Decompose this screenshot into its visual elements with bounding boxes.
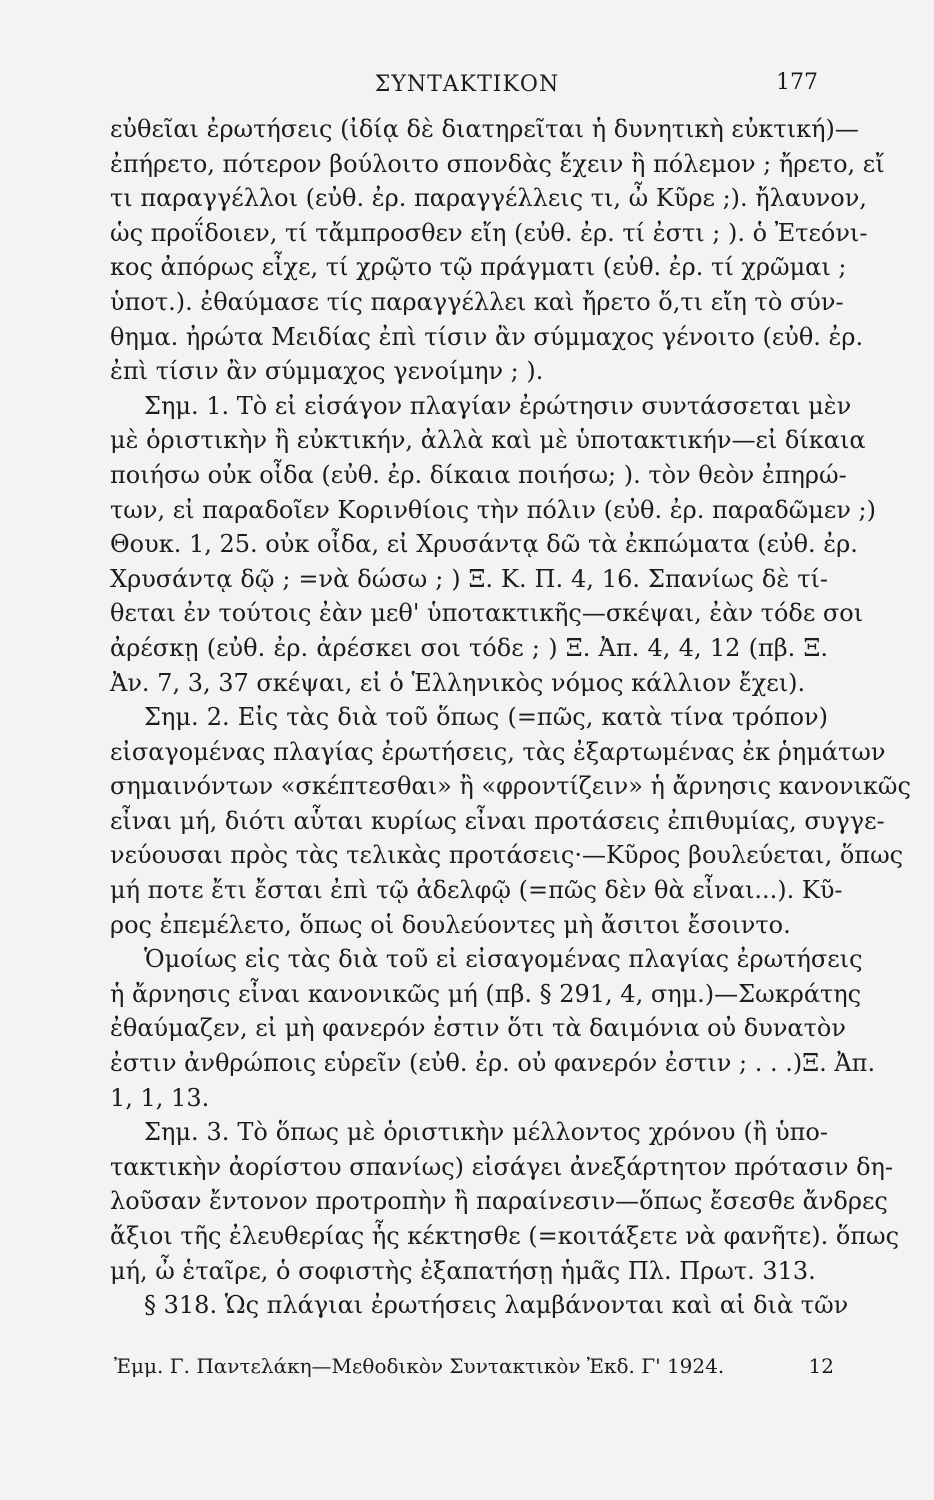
- text-line: ἐστιν ἀνθρώποις εὑρεῖν (εὐθ. ἐρ. οὐ φανερόν ἐστιν ; . . .)Ξ. Ἀπ.: [110, 1049, 876, 1078]
- text-line: των, εἰ παραδοῖεν Κορινθίοις τὴν πόλιν (εὐθ. ἐρ. παραδῶμεν ;): [110, 495, 876, 524]
- text-line: ἡ ἄρνησις εἶναι κανονικῶς μή (πβ. § 291, 4, σημ.)—Σωκράτης: [110, 979, 862, 1008]
- body-text: [110, 112, 911, 1323]
- text-line: εἰσαγομένας πλαγίας ἐρωτήσεις, τὰς ἐξαρτωμένας ἐκ ῥημάτων: [110, 737, 886, 766]
- text-line: 1, 1, 13.: [110, 1083, 210, 1112]
- text-line: ρος ἐπεμέλετο, ὅπως οἱ δουλεύοντες μὴ ἄσιτοι ἔσοιντο.: [110, 910, 791, 939]
- text-line: θεται ἐν τούτοις ἐὰν μεθ' ὑποτακτικῆς—σκέψαι, ἐὰν τόδε σοι: [110, 599, 864, 628]
- text-line: εἶναι μή, διότι αὗται κυρίως εἶναι προτάσεις ἐπιθυμίας, συγγε-: [110, 806, 885, 835]
- text-line: ἐπὶ τίσιν ἂν σύμμαχος γενοίμην ; ).: [110, 357, 544, 386]
- text-line: τακτικὴν ἀορίστου σπανίως) εἰσάγει ἀνεξάρτητον πρότασιν δη-: [110, 1152, 894, 1181]
- text-line: τι παραγγέλλοι (εὐθ. ἐρ. παραγγέλλεις τι, ὦ Κῦρε ;). ἤλαυνον,: [110, 184, 867, 213]
- text-line: Θουκ. 1, 25. οὐκ οἶδα, εἰ Χρυσάντᾳ δῶ τὰ ἐκπώματα (εὐθ. ἐρ.: [110, 530, 858, 559]
- text-line: ὑποτ.). ἐθαύμασε τίς παραγγέλλει καὶ ἤρετο ὅ,τι εἴη τὸ σύν-: [110, 287, 844, 316]
- page-header: [0, 66, 934, 106]
- signature-mark: 12: [808, 1354, 834, 1378]
- text-line: μή ποτε ἔτι ἔσται ἐπὶ τῷ ἀδελφῷ (=πῶς δὲν θὰ εἶναι...). Κῦ-: [110, 876, 843, 905]
- note-1-line: Σημ. 1. Τὸ εἰ εἰσάγον πλαγίαν ἐρώτησιν συντάσσεται μὲν: [144, 391, 852, 420]
- text-line: σημαινόντων «σκέπτεσθαι» ἢ «φροντίζειν» ἡ ἄρνησις κανονικῶς: [110, 772, 911, 801]
- paragraph-line: Ὁμοίως εἰς τὰς διὰ τοῦ εἰ εἰσαγομένας πλαγίας ἐρωτήσεις: [144, 945, 863, 974]
- footer-imprint: Ἐμμ. Γ. Παντελάκη—Μεθοδικὸν Συντακτικὸν Ἐκδ. Γ' 1924.: [114, 1354, 725, 1378]
- text-line: ἀρέσκῃ (εὐθ. ἐρ. ἀρέσκει σοι τόδε ; ) Ξ. Ἀπ. 4, 4, 12 (πβ. Ξ.: [110, 633, 828, 662]
- text-line: λοῦσαν ἔντονον προτροπὴν ἢ παραίνεσιν—ὅπως ἔσεσθε ἄνδρες: [110, 1187, 888, 1216]
- text-line: ἄξιοι τῆς ἐλευθερίας ἧς κέκτησθε (=κοιτάξετε νὰ φανῆτε). ὅπως: [110, 1222, 900, 1250]
- note-2-line: Σημ. 2. Εἰς τὰς διὰ τοῦ ὅπως (=πῶς, κατὰ τίνα τρόπον): [144, 703, 828, 732]
- text-line: Ἀν. 7, 3, 37 σκέψαι, εἰ ὁ Ἑλληνικὸς νόμος κάλλιον ἔχει).: [110, 668, 806, 697]
- text-line: θημα. ἠρώτα Μειδίας ἐπὶ τίσιν ἂν σύμμαχος γένοιτο (εὐθ. ἐρ.: [110, 322, 864, 351]
- text-line: ἐπήρετο, πότερον βούλοιτο σπονδὰς ἔχειν ἢ πόλεμον ; ἤρετο, εἴ: [110, 149, 885, 178]
- text-line: ὡς προΐδοιεν, τί τἄμπροσθεν εἴη (εὐθ. ἐρ. τί ἐστι ; ). ὁ Ἐτεόνι-: [110, 218, 868, 247]
- text-line: εὐθεῖαι ἐρωτήσεις (ἰδίᾳ δὲ διατηρεῖται ἡ δυνητικὴ εὐκτική)—: [110, 115, 859, 143]
- page-number: 177: [776, 70, 818, 95]
- text-line: κος ἀπόρως εἶχε, τί χρῷτο τῷ πράγματι (εὐθ. ἐρ. τί χρῶμαι ;: [110, 253, 847, 282]
- text-line: νεύουσαι πρὸς τὰς τελικὰς προτάσεις·—Κῦρος βουλεύεται, ὅπως: [110, 841, 904, 870]
- running-title: ΣΥΝΤΑΚΤΙΚΟΝ: [374, 72, 560, 97]
- text-line: μή, ὦ ἑταῖρε, ὁ σοφιστὴς ἐξαπατήσῃ ἡμᾶς Πλ. Πρωτ. 313.: [110, 1256, 816, 1285]
- section-318-line: § 318. Ὡς πλάγιαι ἐρωτήσεις λαμβάνονται καὶ αἱ διὰ τῶν: [144, 1291, 849, 1320]
- text-line: μὲ ὁριστικὴν ἢ εὐκτικήν, ἀλλὰ καὶ μὲ ὑποτακτικήν—εἰ δίκαια: [110, 426, 866, 455]
- text-line: Χρυσάντᾳ δῷ ; =νὰ δώσω ; ) Ξ. Κ. Π. 4, 16. Σπανίως δὲ τί-: [110, 564, 828, 593]
- text-line: ποιήσω οὐκ οἶδα (εὐθ. ἐρ. δίκαια ποιήσω; ). τὸν θεὸν ἐπηρώ-: [110, 460, 847, 489]
- page-footer: [114, 1354, 834, 1378]
- note-3-line: Σημ. 3. Τὸ ὅπως μὲ ὁριστικὴν μέλλοντος χρόνου (ἢ ὑπο-: [144, 1118, 828, 1147]
- text-line: ἐθαύμαζεν, εἰ μὴ φανερόν ἐστιν ὅτι τὰ δαιμόνια οὐ δυνατὸν: [110, 1014, 846, 1043]
